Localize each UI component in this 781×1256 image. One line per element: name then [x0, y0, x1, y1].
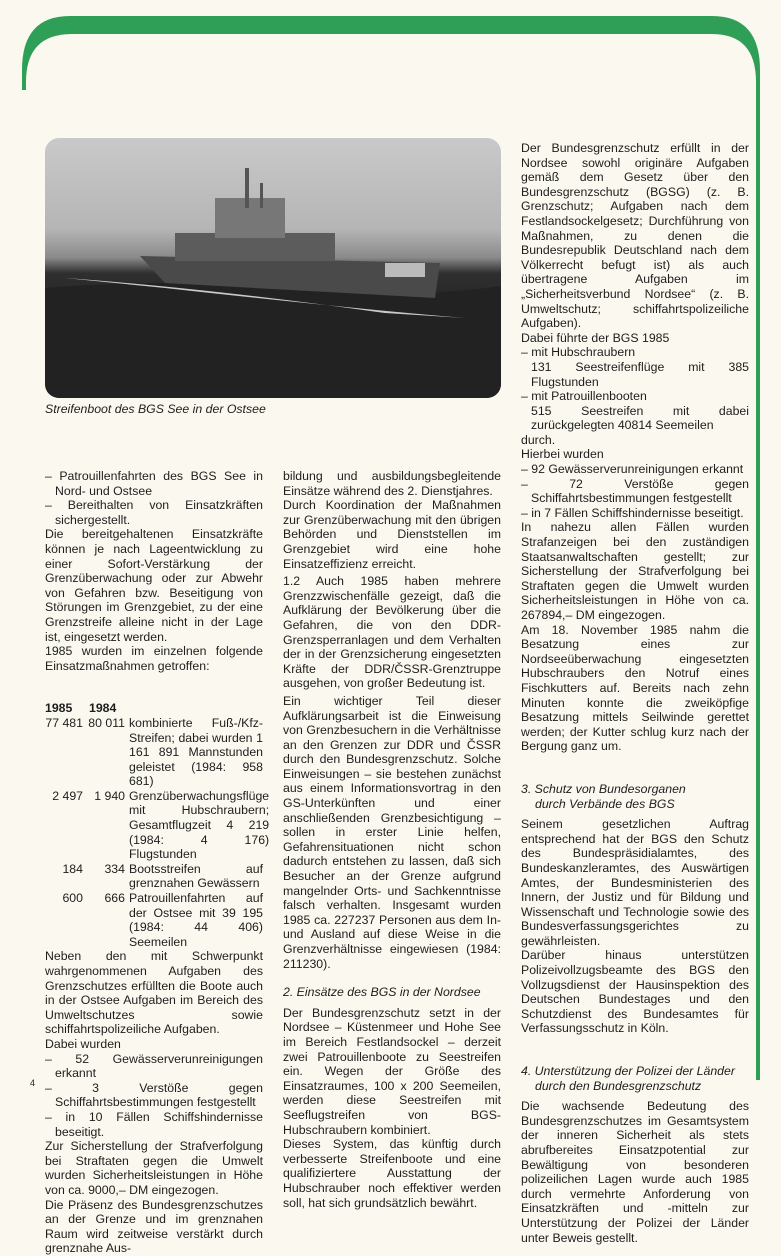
paragraph: Seinem gesetzlichen Auftrag entsprechend hat der BGS den Schutz des Bundespräsidialamtes, des Bundeskanzleramtes, des Auswärtigen Amtes, der Bundesministerien des Innern, der Justiz und für Bildung und Wissenschaft und Technologie sowie des Bundesverfassungsgerichtes zu gewährleisten. — [521, 817, 749, 948]
paragraph: Die bereitgehaltenen Einsatzkräfte können je nach Lageentwicklung zu einer Sofort-Verstärkung der Grenzüberwachung oder zur Abwehr von Gefahren bzw. Beseitigung von Störungen im Grenzgebiet, zu der eine Grenzstreife alleine nicht in der Lage ist, eingesetzt werden. — [45, 527, 263, 644]
photo-caption: Streifenboot des BGS See in der Ostsee — [45, 402, 266, 416]
list-item: – mit Patrouillenbooten — [521, 389, 647, 404]
bullet: – Patrouillenfahrten des BGS See in Nord- und Ostsee — [45, 469, 263, 498]
header-1984: 1984 — [89, 701, 117, 716]
list-item: – 72 Verstöße gegen Schiffahrtsbestimmungen festgestellt — [521, 476, 749, 506]
patrol-boat-photo — [45, 138, 501, 398]
paragraph: Hierbei wurden — [521, 447, 604, 462]
heading-line: durch Verbände des BGS — [535, 796, 675, 811]
page-number: 4 — [30, 1078, 36, 1088]
paragraph: Neben den mit Schwerpunkt wahrgenommenen Aufgaben des Grenzschutzes erfüllten die Boote auch in der Ostsee Aufgaben im Bereich des Umweltschutzes sowie schiffahrtspolizeiliche Aufgaben. — [45, 949, 263, 1037]
column-3 — [521, 141, 749, 1245]
table-row — [45, 891, 263, 949]
list-item: – 52 Gewässerverunreinigungen erkannt — [45, 1051, 263, 1081]
list-item: – in 7 Fällen Schiffshindernisse beseitigt. — [521, 505, 744, 520]
column-1 — [45, 469, 270, 1256]
section-heading-4 — [521, 1064, 749, 1093]
section-heading-3 — [521, 782, 749, 811]
value-1984: 1 940 — [94, 788, 125, 803]
table-row — [45, 716, 263, 789]
paragraph: durch. — [521, 432, 556, 447]
table-row — [45, 862, 263, 891]
value-1985: 184 — [62, 861, 83, 876]
bullet: – Bereithalten von Einsatzkräften sichergestellt. — [45, 498, 263, 527]
paragraph: Der Bundesgrenzschutz erfüllt in der Nordsee sowohl originäre Aufgaben gemäß dem Gesetz über den Bundesgrenzschutz (BGSG) (z. B. Grenzschutz; Aufgaben nach dem Festlandsockelgesetz; Durchführung von Maßnahmen, zu denen die Bundesrepublik Deutschland nach dem Völkerrecht befugt ist) als auch übertragene Aufgaben im „Sicherheitsverbund Nordsee“ (z. B. Umweltschutz; schiffahrtspolizeiliche Aufgaben). — [521, 141, 749, 331]
value-1984: 334 — [104, 861, 125, 876]
heading-line: durch den Bundesgrenzschutz — [535, 1078, 702, 1093]
paragraph: Darüber hinaus unterstützen Polizeivollzugsbeamte des BGS den Vollzugsdienst der Hausinspektion des Deutschen Bundestages und den Schutzdienst des Bundesamtes für Verfassungsschutz in Köln. — [521, 948, 749, 1036]
paragraph: Dabei wurden — [45, 1036, 121, 1051]
paragraph: Am 18. November 1985 nahm die Besatzung eines zur Nordseeüberwachung eingesetzten Hubschraubers den Notruf eines Fischkutters auf. Bereits nach zehn Minuten konnte die zweiköpfige Besatzung mittels Seilwinde gerettet werden; der Kutter schlug kurz nach der Bergung ganz um. — [521, 622, 749, 754]
row-text: Bootsstreifen auf grenznahen Gewässern — [129, 861, 263, 891]
table-row — [45, 788, 270, 862]
heading-line: 4. Unterstützung der Polizei der Länder — [521, 1064, 735, 1079]
list-detail: 515 Seestreifen mit dabei zurückgelegten 40814 Seemeilen — [531, 403, 749, 433]
value-1984: 666 — [104, 891, 125, 906]
list-item: – 3 Verstöße gegen Schiffahrtsbestimmungen festgestellt — [45, 1080, 263, 1110]
paragraph: 1985 wurden im einzelnen folgende Einsatzmaßnahmen getroffen: — [45, 644, 263, 673]
boat-illustration — [45, 138, 501, 398]
value-1985: 77 481 — [45, 715, 83, 730]
section-heading-2: 2. Einsätze des BGS in der Nordsee — [283, 985, 481, 1000]
paragraph: In nahezu allen Fällen wurden Strafanzeigen bei den zuständigen Staatsanwaltschaften gestellt; zur Sicherstellung der Strafverfolgung bei Straftaten gegen die Umwelt wurden Sicherheitsleistungen in Höhe von ca. 267894,– DM eingezogen. — [521, 520, 749, 622]
value-1984: 80 011 — [88, 715, 125, 730]
value-1985: 600 — [62, 891, 83, 906]
table-header — [45, 701, 263, 716]
paragraph: Die Präsenz des Bundesgrenzschutzes an der Grenze und im grenznahen Raum wird zeitweise verstärkt durch grenznahe Aus- — [45, 1197, 263, 1256]
paragraph: Ein wichtiger Teil dieser Aufklärungsarbeit ist die Einweisung von Grenzbesuchern in die Verhältnisse an den Grenzen zur DDR und ČSSR durch den Bundesgrenzschutz. Solche Einweisungen – sie bestehen zunächst aus einem Informationsvortrag in den GS-Unterkünften und einer anschließenden Grenzbesichtigung – sollen in erster Linie helfen, Gefahrensituationen nicht schon dadurch entstehen zu lassen, daß sich Besucher an der Grenze aufgrund mangelnder Orts- und Sachkenntnisse falsch verhalten. Insgesamt wurden 1985 ca. 227237 Personen aus dem In- und Ausland auf diese Weise in die Grenzverhältnisse eingewiesen (1984: 211230). — [283, 693, 501, 971]
list-item: – 92 Gewässerverunreinigungen erkannt — [521, 462, 744, 477]
column-2 — [283, 469, 501, 1210]
row-text: kombinierte Fuß-/Kfz-Streifen; dabei wurden 1 161 891 Mannstunden geleistet (1984: 958 681) — [129, 715, 263, 789]
paragraph: Der Bundesgrenzschutz setzt in der Nordsee – Küstenmeer und Hohe See im Bereich Festlandsockel – derzeit zwei Patrouillenboote zu Seestreifen ein. Wegen der Größe des Einsatzraumes, 100 x 200 Seemeilen, werden diese Seestreifen mit Seeflugstreifen von BGS-Hubschraubern kombiniert. — [283, 1005, 501, 1137]
paragraph: Die wachsende Bedeutung des Bundesgrenzschutzes im Gesamtsystem der inneren Sicherheit als stets abrufbereites Einsatzpotential zur Bewältigung von besonderen polizeilichen Lagen wurde auch 1985 durch vermehrte Anforderung von Einsatzkräften und -mitteln zur Unterstützung der Polizei der Länder unter Beweis gestellt. — [521, 1099, 749, 1245]
paragraph: bildung und ausbildungsbegleitende Einsätze während des 2. Dienstjahres. — [283, 469, 501, 498]
paragraph: Dabei führte der BGS 1985 — [521, 330, 670, 345]
row-text: Patrouillenfahrten auf der Ostsee mit 39 195 (1984: 44 406) Seemeilen — [129, 891, 263, 949]
paragraph: Dieses System, das künftig durch verbesserte Streifenboote und eine qualifiziertere Ausstattung der Hubschrauber noch effektiver werden soll, hat sich grundsätzlich bewährt. — [283, 1137, 501, 1210]
list-detail: 131 Seestreifenflüge mit 385 Flugstunden — [531, 359, 749, 389]
list-item: – in 10 Fällen Schiffshindernisse beseitigt. — [45, 1109, 263, 1139]
value-1985: 2 497 — [52, 788, 83, 803]
list-item: – mit Hubschraubern — [521, 345, 636, 360]
heading-line: 3. Schutz von Bundesorganen — [521, 781, 686, 796]
paragraph: 1.2 Auch 1985 haben mehrere Grenzzwischenfälle gezeigt, daß die Aufklärung der Bevölkerung über die Gefahren, die von den DDR-Grenzsperranlagen und dem Verhalten der in der Grenzsicherung eingesetzten Kräfte der DDR/ČSSR-Grenztruppe ausgehen, von großer Bedeutung ist. — [283, 574, 501, 691]
paragraph: Durch Koordination der Maßnahmen zur Grenzüberwachung mit den übrigen Behörden und Dienststellen im Grenzgebiet wird eine hohe Einsatzeffizienz erreicht. — [283, 498, 501, 571]
header-1985: 1985 — [45, 701, 73, 716]
paragraph: Zur Sicherstellung der Strafverfolgung bei Straftaten gegen die Umwelt wurden Sicherheitsleistungen in Höhe von ca. 9000,– DM eingezogen. — [45, 1139, 263, 1197]
row-text: Grenzüberwachungsflüge mit Hubschraubern; Gesamtflugzeit 4 219 (1984: 4 176) Flugstunden — [129, 788, 270, 862]
